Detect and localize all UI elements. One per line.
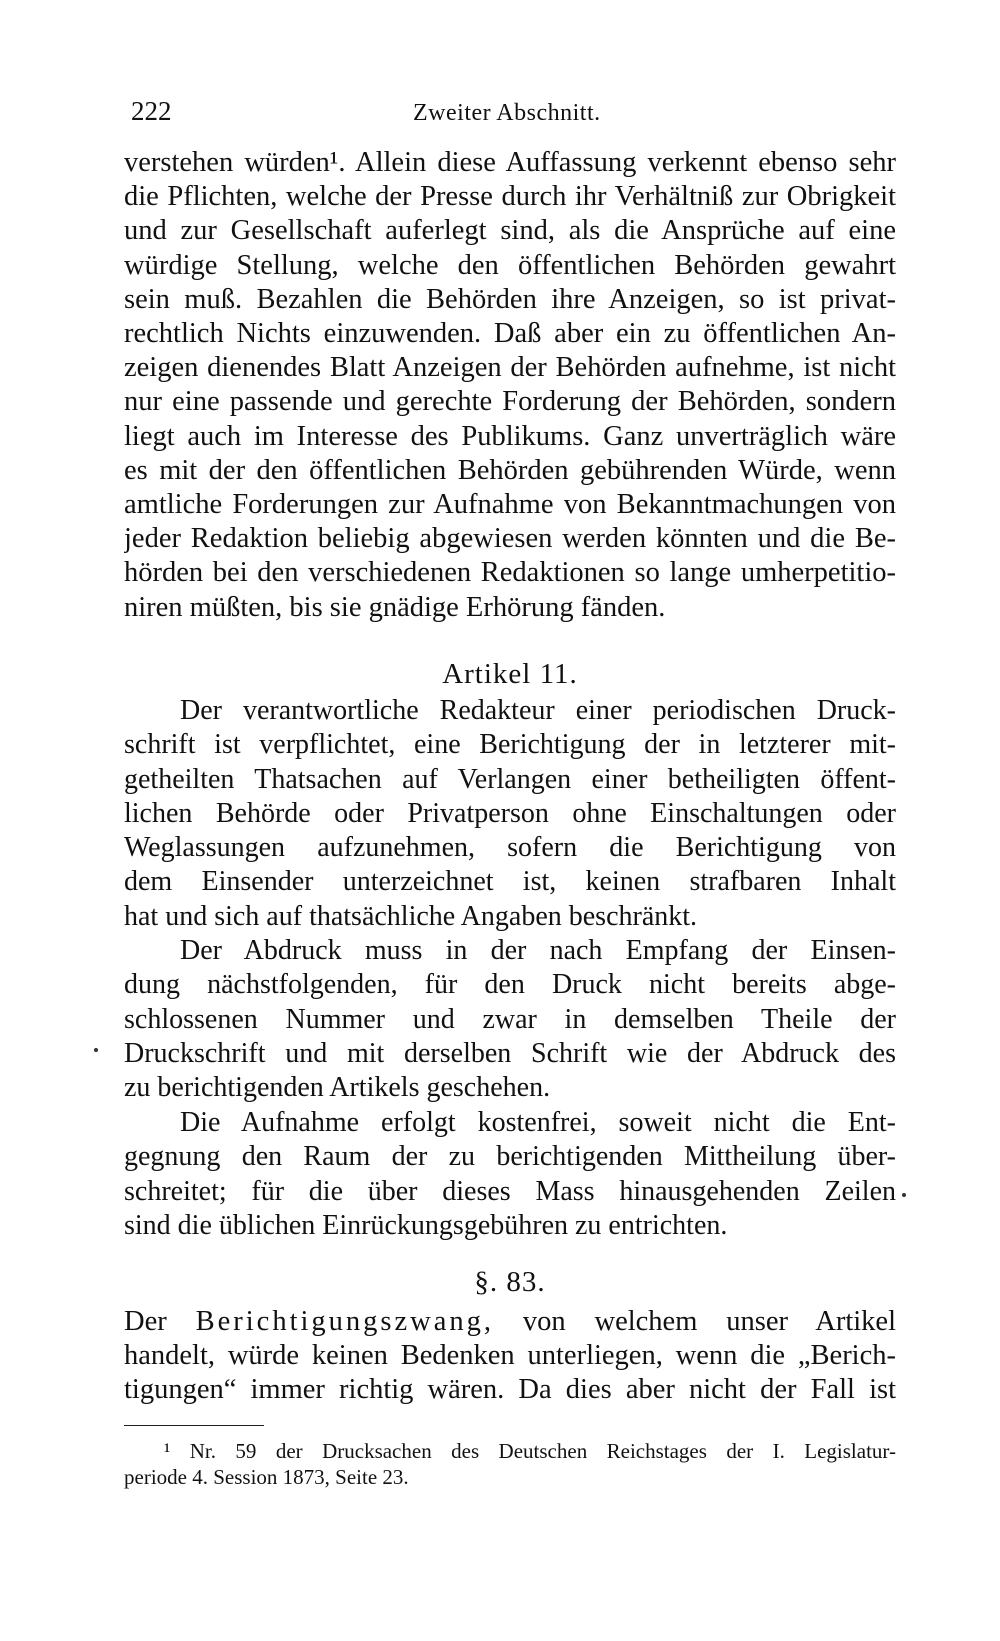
- text-line: dem Einsender unterzeichnet ist, keinen strafbaren Inhalt: [124, 866, 896, 898]
- text-line: jeder Redaktion beliebig abgewiesen werden könnten und die Be-: [124, 523, 896, 555]
- running-head: Zweiter Abschnitt.: [413, 100, 601, 126]
- footnote-line: periode 4. Session 1873, Seite 23.: [124, 1465, 409, 1489]
- paragraph-continuation: [124, 146, 896, 625]
- text-line: Weglassungen aufzunehmen, sofern die Berichtigung von: [124, 832, 896, 864]
- text-line: liegt auch im Interesse des Publikums. Ganz unverträglich wäre: [124, 420, 896, 452]
- footnote-line: ¹ Nr. 59 der Drucksachen des Deutschen Reichstages der I. Legislatur-: [164, 1439, 896, 1463]
- section-heading: §. 83.: [474, 1266, 546, 1298]
- text-line: es mit der den öffentlichen Behörden gebührenden Würde, wenn: [124, 454, 896, 486]
- article-heading: Artikel 11.: [442, 658, 578, 690]
- article-paragraph-3: [124, 1106, 896, 1243]
- text-line: verstehen würden¹. Allein diese Auffassung verkennt ebenso sehr: [124, 147, 896, 178]
- text-line: Der verantwortliche Redakteur einer periodischen Druck-: [180, 695, 896, 726]
- print-speck: [902, 1193, 906, 1197]
- text-line: amtliche Forderungen zur Aufnahme von Bekanntmachungen von: [124, 489, 896, 521]
- text-line: die Pflichten, welche der Presse durch ihr Verhältniß zur Obrigkeit: [124, 181, 896, 213]
- footnote-divider: [124, 1425, 264, 1426]
- spaced-term: Berichtigungszwang,: [195, 1306, 495, 1337]
- text-line: [124, 1305, 896, 1339]
- text-line: schrift ist verpflichtet, eine Berichtigung der in letzterer mit-: [124, 729, 896, 761]
- text-run: Der: [124, 1306, 167, 1337]
- text-line: würdige Stellung, welche den öffentlichen Behörden gewahrt: [124, 249, 896, 281]
- text-line: lichen Behörde oder Privatperson ohne Einschaltungen oder: [124, 797, 896, 829]
- page-number: 222: [131, 96, 172, 126]
- text-line: rechtlich Nichts einzuwenden. Daß aber ein zu öffentlichen An-: [124, 318, 896, 350]
- text-line: tigungen“ immer richtig wären. Da dies aber nicht der Fall ist: [124, 1374, 896, 1406]
- page-header: [131, 96, 891, 132]
- text-run: von welchem unser Artikel: [522, 1306, 896, 1337]
- text-line: hat und sich auf thatsächliche Angaben beschränkt.: [124, 900, 698, 932]
- article-paragraph-2: [124, 934, 896, 1105]
- text-line: und zur Gesellschaft auferlegt sind, als die Ansprüche auf eine: [124, 215, 896, 247]
- text-line: sind die üblichen Einrückungsgebühren zu entrichten.: [124, 1209, 728, 1241]
- text-line: hörden bei den verschiedenen Redaktionen so lange umherpetitio-: [124, 557, 896, 589]
- text-line: schlossenen Nummer und zwar in demselben Theile der: [124, 1003, 896, 1035]
- text-line: nur eine passende und gerechte Forderung der Behörden, sondern: [124, 386, 896, 418]
- text-line: Druckschrift und mit derselben Schrift wie der Abdruck des: [124, 1037, 896, 1069]
- print-speck: [94, 1048, 98, 1052]
- text-line: getheilten Thatsachen auf Verlangen einer betheiligten öffent-: [124, 763, 896, 795]
- text-line: handelt, würde keinen Bedenken unterliegen, wenn die „Berich-: [124, 1340, 896, 1372]
- text-line: Die Aufnahme erfolgt kostenfrei, soweit nicht die Ent-: [180, 1107, 896, 1138]
- footnote: [124, 1438, 896, 1490]
- text-line: zeigen dienendes Blatt Anzeigen der Behörden aufnehme, ist nicht: [124, 352, 896, 384]
- text-line: Der Abdruck muss in der nach Empfang der Einsen-: [180, 935, 896, 966]
- text-line: dung nächstfolgenden, für den Druck nicht bereits abge-: [124, 969, 896, 1001]
- text-line: zu berichtigenden Artikels geschehen.: [124, 1072, 551, 1104]
- text-line: gegnung den Raum der zu berichtigenden Mittheilung über-: [124, 1141, 896, 1173]
- text-line: niren müßten, bis sie gnädige Erhörung fänden.: [124, 591, 666, 623]
- section-paragraph: [124, 1305, 896, 1408]
- text-line: sein muß. Bezahlen die Behörden ihre Anzeigen, so ist privat-: [124, 283, 896, 315]
- text-line: schreitet; für die über dieses Mass hinausgehenden Zeilen: [124, 1175, 896, 1207]
- article-paragraph-1: [124, 694, 896, 934]
